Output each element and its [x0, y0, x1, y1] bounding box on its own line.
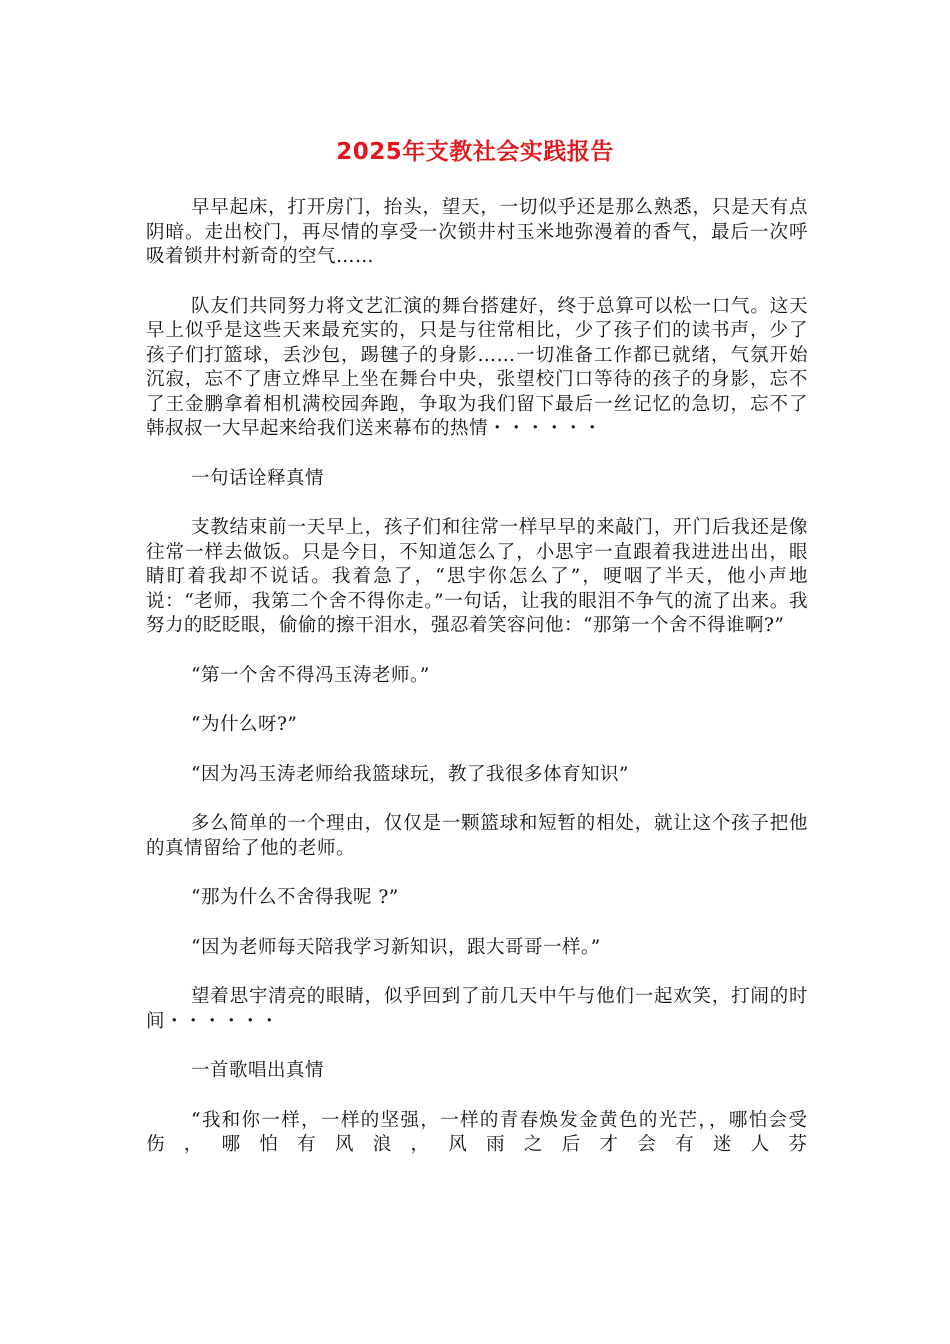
paragraph-1: 早早起床，打开房门，抬头，望天，一切似乎还是那么熟悉，只是天有点阴暗。走出校门，再尽情的享受一次锁井村玉米地弥漫着的香气，最后一次呼吸着锁井村新奇的空气…… [146, 197, 808, 267]
document-title: 2025年支教社会实践报告 [336, 139, 614, 165]
dialogue-line-5: “因为老师每天陪我学习新知识，跟大哥哥一样。” [191, 936, 601, 958]
section-heading-2: 一首歌唱出真情 [191, 1060, 325, 1081]
dialogue-line-1: “第一个舍不得冯玉涛老师。” [191, 664, 430, 686]
section-heading-1: 一句话诠释真情 [191, 467, 325, 489]
document-body [146, 196, 808, 1183]
song-lyrics-paragraph: “我和你一样，一样的坚强，一样的青春焕发金黄色的光芒，，哪怕会受伤，哪怕有风浪，风雨之后才会有迷人芬 [146, 1109, 808, 1155]
dialogue-line-4: “那为什么不舍得我呢 ?” [191, 887, 399, 908]
paragraph-5: 望着思宇清亮的眼睛，似乎回到了前几天中午与他们一起欢笑，打闹的时间・・・・・・ [146, 986, 808, 1032]
paragraph-2: 队友们共同努力将文艺汇演的舞台搭建好，终于总算可以松一口气。这天早上似乎是这些天来最充实的，只是与往常相比，少了孩子们的读书声，少了孩子们打篮球，丢沙包，踢毽子的身影……一切准备工作都已就绪，气氛开始沉寂，忘不了唐立烨早上坐在舞台中央，张望校门口等待的孩子的身影，忘不了王金鹏拿着相机满校园奔跑，争取为我们留下最后一丝记忆的急切，忘不了韩叔叔一大早起来给我们送来幕布的热情・・・・・・ [146, 295, 808, 439]
dialogue-line-2: “为什么呀?” [191, 714, 298, 735]
paragraph-4: 多么简单的一个理由，仅仅是一颗篮球和短暂的相处，就让这个孩子把他的真情留给了他的老师。 [146, 813, 808, 859]
paragraph-3: 支教结束前一天早上，孩子们和往常一样早早的来敲门，开门后我还是像往常一样去做饭。只是今日，不知道怎么了，小思宇一直跟着我进进出出，眼睛盯着我却不说话。我着急了，“思宇你怎么了”，哽咽了半天，他小声地说：“老师，我第二个舍不得你走。”一句话，让我的眼泪不争气的流了出来。我努力的眨眨眼，偷偷的擦干泪水，强忍着笑容问他：“那第一个舍不得谁啊?” [146, 517, 808, 636]
dialogue-line-3: “因为冯玉涛老师给我篮球玩，教了我很多体育知识” [191, 763, 629, 785]
